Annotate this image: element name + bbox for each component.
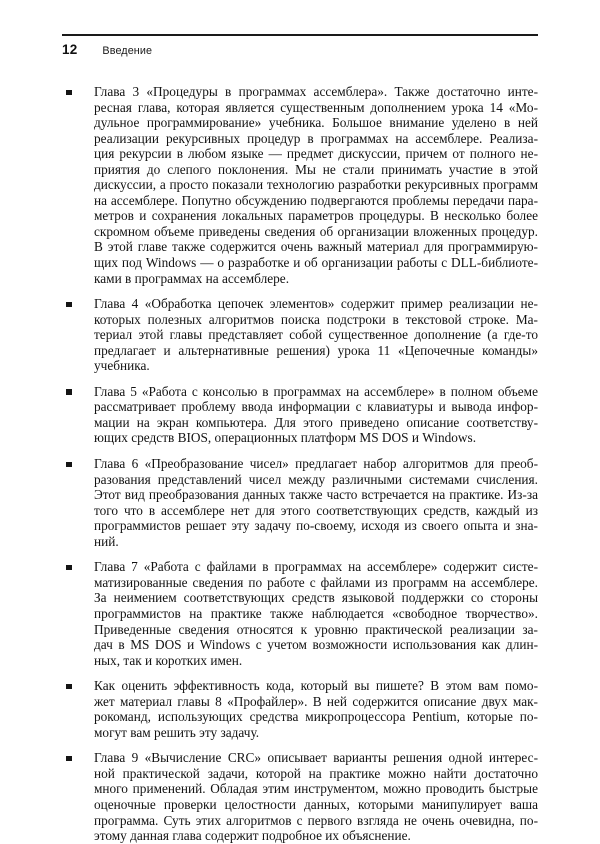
text-line: щих под Windows — о разработке и об организации работы с DLL-библиоте- <box>94 255 538 271</box>
text-line: ющих средств BIOS, операционных платформ MS DOS и Windows. <box>94 430 477 446</box>
running-title: Введение <box>102 45 153 57</box>
text-line: программистов решает эту задачу по-своему, исходя из своего опыта и зна- <box>94 518 538 534</box>
chapter-summary-list <box>62 84 538 844</box>
list-item <box>62 559 538 668</box>
page-number: 12 <box>62 42 78 57</box>
square-bullet-icon <box>66 90 72 96</box>
text-line: ресная глава, которая является существенным дополнением урока 14 «Мо- <box>94 99 538 115</box>
text-line: Приведенные сведения относятся к уровню практической реализации за- <box>94 621 538 637</box>
text-line: приятия до слепого поклонения. Мы не стали принимать участие в этой <box>94 161 538 177</box>
list-item <box>62 750 538 843</box>
list-item-text <box>94 678 538 740</box>
square-bullet-icon <box>66 756 72 762</box>
text-line: ных, так и коротких имен. <box>94 652 243 668</box>
text-line: ция рекурсии в любом языке — предмет дискуссии, причем от полного не- <box>94 146 538 162</box>
list-item <box>62 678 538 740</box>
text-line: предлагает и альтернативные решения) урока 11 «Цепочечные команды» <box>94 342 538 358</box>
text-line: мации на экран компьютера. Для этого приведено описание соответству- <box>94 414 538 430</box>
list-item <box>62 384 538 446</box>
text-line: скромном объеме приведены сведения об организации вложенных процедур. <box>94 223 538 239</box>
text-line: Глава 9 «Вычисление CRC» описывает варианты решения одной интерес- <box>94 750 538 766</box>
square-bullet-icon <box>66 462 72 468</box>
list-item <box>62 296 538 374</box>
list-item-text <box>94 559 538 668</box>
text-line: того что в ассемблере нет для этого соответствующих средств, каждый из <box>94 502 538 518</box>
list-item-text <box>94 384 538 446</box>
text-line: оценочные проверки целостности данных, которыми манипулирует ваша <box>94 796 538 812</box>
text-line: Как оценить эффективность кода, который вы пишете? В этом вам помо- <box>94 678 538 694</box>
text-line: Глава 7 «Работа с файлами в программах на ассемблере» содержит систе- <box>94 559 538 575</box>
text-line: териал этой главы представляет собой существенное дополнение (а где-то <box>94 327 538 343</box>
header-line <box>62 42 538 57</box>
list-item-text <box>94 296 538 374</box>
text-line: реализации рекурсивных процедур в программах на ассемблере. Реализа- <box>94 130 538 146</box>
text-line: программистов на практике также наблюдается «свободное творчество». <box>94 605 538 621</box>
text-line: дульное программирование» учебника. Большое внимание уделено в ней <box>94 115 538 131</box>
text-line: дач в MS DOS и Windows с учетом возможности использования как длин- <box>94 637 538 653</box>
text-line: метров и сохранения локальных параметров процедуры. В несколько более <box>94 208 538 224</box>
text-line: этому данная глава содержит подробное их объяснение. <box>94 828 411 844</box>
header-rule <box>62 34 538 36</box>
list-item-text <box>94 84 538 286</box>
square-bullet-icon <box>66 684 72 690</box>
text-line: которых полезных алгоритмов поиска подстроки в текстовой строке. Ма- <box>94 311 538 327</box>
square-bullet-icon <box>66 302 72 308</box>
text-line: могут вам решить эту задачу. <box>94 724 260 740</box>
list-item-text <box>94 750 538 843</box>
text-line: матизированные сведения по работе с файлами из программ на ассемблере. <box>94 574 538 590</box>
text-line: Глава 4 «Обработка цепочек элементов» содержит пример реализации не- <box>94 296 538 312</box>
list-item <box>62 84 538 286</box>
text-line: Глава 6 «Преобразование чисел» предлагает набор алгоритмов для преоб- <box>94 456 538 472</box>
list-item-text <box>94 456 538 549</box>
text-line: ний. <box>94 533 119 549</box>
text-line: Глава 5 «Работа с консолью в программах на ассемблере» в полном объеме <box>94 383 538 399</box>
running-head <box>62 34 538 57</box>
square-bullet-icon <box>66 389 72 395</box>
text-line: Этот вид преобразования данных также часто встречается на практике. Из-за <box>94 487 538 503</box>
text-line: Глава 3 «Процедуры в программах ассемблера». Также достаточно инте- <box>94 84 538 99</box>
text-line: на ассемблере. Попутно обсуждению подвергаются проблемы передачи пара- <box>94 192 538 208</box>
square-bullet-icon <box>66 565 72 571</box>
text-line: ками в программах на ассемблере. <box>94 270 290 286</box>
text-line: рассматривает проблему ввода информации с клавиатуры и вывода инфор- <box>94 399 538 415</box>
text-line: много применений. Обладая этим инструментом, можно проводить быстрые <box>94 781 538 797</box>
page-body <box>62 84 538 844</box>
text-line: ной практической задачи, которой на практике можно найти достаточно <box>94 765 538 781</box>
text-line: разования представлений чисел между различными системами счисления. <box>94 471 538 487</box>
text-line: программа. Суть этих алгоритмов с первого взгляда не очень очевидна, по- <box>94 812 538 828</box>
text-line: рокоманд, использующих средства микропроцессора Pentium, которые по- <box>94 709 538 725</box>
text-line: дискуссии, а просто показали технологию разработки рекурсивных программ <box>94 177 538 193</box>
text-line: жет материал главы 8 «Профайлер». В ней содержится описание двух мак- <box>94 693 538 709</box>
text-line: В этой главе также содержится очень важный материал для программирую- <box>94 239 538 255</box>
list-item <box>62 456 538 549</box>
text-line: За неимением соответствующих средств языковой поддержки со стороны <box>94 590 538 606</box>
text-line: учебника. <box>94 358 150 374</box>
